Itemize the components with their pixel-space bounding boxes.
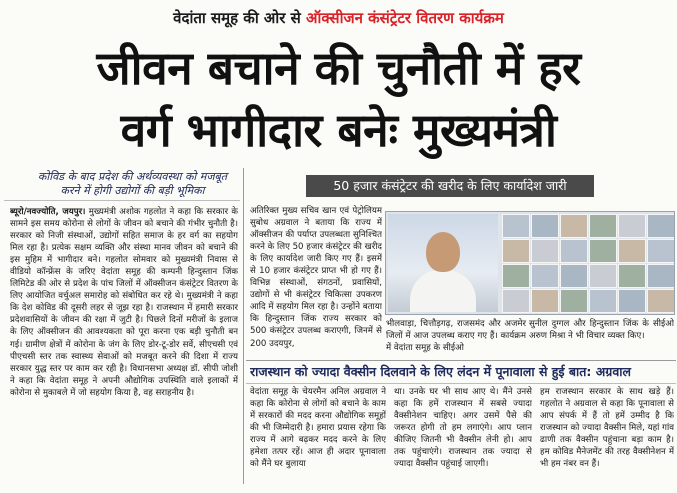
left-column-article bbox=[10, 206, 238, 487]
participant-tile bbox=[531, 214, 559, 238]
participant-tile bbox=[531, 264, 559, 288]
headline-line-2: वर्ग भागीदार बनेः मुख्यमंत्री bbox=[120, 103, 557, 157]
participant-tile bbox=[647, 289, 675, 313]
kicker bbox=[0, 8, 677, 28]
participant-tile bbox=[560, 214, 588, 238]
participant-tile bbox=[531, 239, 559, 263]
left-column-body: मुख्यमंत्री अशोक गहलोत ने कहा कि सरकार के सामने इस समय कोरोना से लोगों के जीवन को बचाने की गंभीर चुनौती है। सरकार को निजी संस्थाओं, उद्योगों सहित समाज के हर वर्ग का सहयोग मिल रहा है। प्रत्येक सक्षम व्यक्ति और संस्था मानव जीवन को बचाने की इस मुहिम में भागीदार बने। गहलोत सोमवार को मुख्यमंत्री निवास से वीडियो कॉन्फ्रेंस के जरिए वेदांता समूह की कम्पनी हिन्दुस्तान जिंक लिमिटेड की ओर से प्रदेश के पांच जिलों में ऑक्सीजन कंसंट्रेटर वितरण के लिए आयोजित वर्चुअल समारोह को संबोधित कर रहे थे। मुख्यमंत्री ने कहा कि देश कोविड की दूसरी लहर से जूझ रहा है। राजस्थान में हमारी सरकार प्रदेशवासियों के जीवन की रक्षा में जुटी है। पिछले दिनों मरीजों के इलाज के लिए ऑक्सीजन की आवश्यकता को पूरा करना एक बड़ी चुनौती बन गई। ग्रामीण क्षेत्रों में कोरोना के जंग के लिए डोर-टू-डोर सर्वे, सीएचसी एवं पीएचसी स्तर तक स्वास्थ्य सेवाओं को मजबूत करने की दिशा में राज्य सरकार युद्ध स्तर पर काम कर रही है। विधानसभा अध्यक्ष डॉ. सीपी जोशी ने कहा कि वेदांता समूह ने अपनी औद्योगिक उपस्थिति वाले इलाकों में कोरोना से मुकाबले में जो सहयोग किया है, वह सराहनीय है। bbox=[10, 207, 238, 398]
participant-tile bbox=[589, 289, 617, 313]
deck: कोविड के बाद प्रदेश की अर्थव्यवस्था को मजबूत करने में होगी उद्योगों की बड़ी भूमिका bbox=[37, 170, 228, 197]
participant-tile bbox=[589, 264, 617, 288]
participant-tile bbox=[502, 264, 530, 288]
mid-column-article: अतिरिक्त मुख्य सचिव खान एवं पेट्रोलियम सुबोध अग्रवाल ने बताया कि राज्य में ऑक्सीजन की पर्याप्त उपलब्धता सुनिश्चित करने के लिए 50 हजार कंसंट्रेटर की खरीद के लिए कार्यादेश जारी किए गए हैं। इसमें से 10 हजार कंसंट्रेटर प्राप्त भी हो गए हैं। विभिन्न संस्थाओं, संगठनों, प्रवासियों, उद्योगों से भी कंसंट्रेटर चिकित्सा उपकरण आदि में सहयोग मिल रहा है। उन्होंने बताया कि हिन्दुस्तान जिंक राज्य सरकार को 500 कंसंट्रेटर उपलब्ध कराएगी, जिनमें से 200 उदयपुर, bbox=[250, 206, 382, 349]
bottom-column-2: था। उनके घर भी साथ आए थे। मैंने उनसे कहा कि हमें राजस्थान में सबसे ज्यादा वैक्सीनेशन चाहिए। अगर उसमें पैसे की जरूरत होगी तो हम लगाएंगे। आप प्लान कीजिए जितनी भी वैक्सीन लेनी हो। आप तक पहुंचाएंगे। राजस्थान तक ज्यादा से ज्यादा वैक्सीन पहुंचाई जाएगी। bbox=[394, 387, 532, 470]
participant-tile bbox=[502, 239, 530, 263]
participant-tile bbox=[618, 239, 646, 263]
divider bbox=[246, 383, 676, 384]
participant-tile bbox=[502, 289, 530, 313]
participant-tile bbox=[618, 264, 646, 288]
participant-tile bbox=[560, 264, 588, 288]
chief-minister-photo bbox=[388, 214, 498, 312]
photo-caption-right: सुनील दुग्गल और हिन्दुस्तान जिंक के सीईओ अरुण मिश्रा ने भी विचार व्यक्त किए। bbox=[529, 319, 674, 341]
secondary-headline: राजस्थान को ज्यादा वैक्सीन दिलवाने के लिए लंदन में पूनावाला से हुई बात: अग्रवाल bbox=[250, 364, 632, 379]
participant-tile bbox=[647, 239, 675, 263]
participant-tile bbox=[502, 214, 530, 238]
bottom-column-1: वेदांता समूह के चेयरमैन अनिल अग्रवाल ने कहा कि कोरोना से लोगों को बचाने के काम में सरकारों की मदद करना औद्योगिक समूहों की भी जिम्मेदारी है। हमारा प्रयास रहेगा कि राज्य में आगे बढ़कर मदद करने के लिए हमेशा तत्पर रहें। आज ही अदार पूनावाला को मैंने घर बुलाया bbox=[250, 387, 386, 470]
headline-line-1: जीवन बचाने की चुनौती में हर bbox=[96, 41, 581, 95]
byline: ब्यूरो/नवज्योति, जयपुर। bbox=[10, 207, 86, 217]
kicker-highlight: ऑक्सीजन कंसंट्रेटर वितरण कार्यक्रम bbox=[306, 9, 504, 27]
column-divider bbox=[243, 168, 244, 484]
participant-tile bbox=[589, 214, 617, 238]
participant-tile bbox=[589, 239, 617, 263]
divider bbox=[4, 200, 240, 201]
participant-tile bbox=[647, 264, 675, 288]
participant-tile bbox=[531, 289, 559, 313]
participant-tile bbox=[560, 289, 588, 313]
divider bbox=[246, 360, 676, 361]
participant-tile bbox=[647, 214, 675, 238]
participant-tile bbox=[618, 214, 646, 238]
photo-caption-left: भीलवाड़ा, चित्तौड़गढ़, राजसमंद और अजमेर जिलों में आज उपलब्ध कराए गए हैं। कार्यक्रम में वेदांता समूह के सीईओ bbox=[386, 319, 526, 353]
kicker-prefix: वेदांता समूह की ओर से bbox=[173, 9, 306, 27]
subhead-banner: 50 हजार कंसंट्रेटर की खरीद के लिए कार्यादेश जारी bbox=[306, 175, 594, 197]
video-conference-photo bbox=[385, 211, 675, 315]
participant-tile bbox=[618, 289, 646, 313]
bottom-column-3: हम राजस्थान सरकार के साथ खड़े हैं। गहलोत ने अग्रवाल से कहा कि पूनावाला से आप संपर्क में हैं तो हमें उम्मीद है कि राजस्थान को ज्यादा वैक्सीन मिले, यहां गांव ढाणी तक वैक्सीन पहुंचाना बड़ा काम है। हम कोविड मैनेजमेंट की तरह वैक्सीनेशन में भी हम नंबर वन हैं। bbox=[540, 387, 674, 470]
participant-tile bbox=[560, 239, 588, 263]
